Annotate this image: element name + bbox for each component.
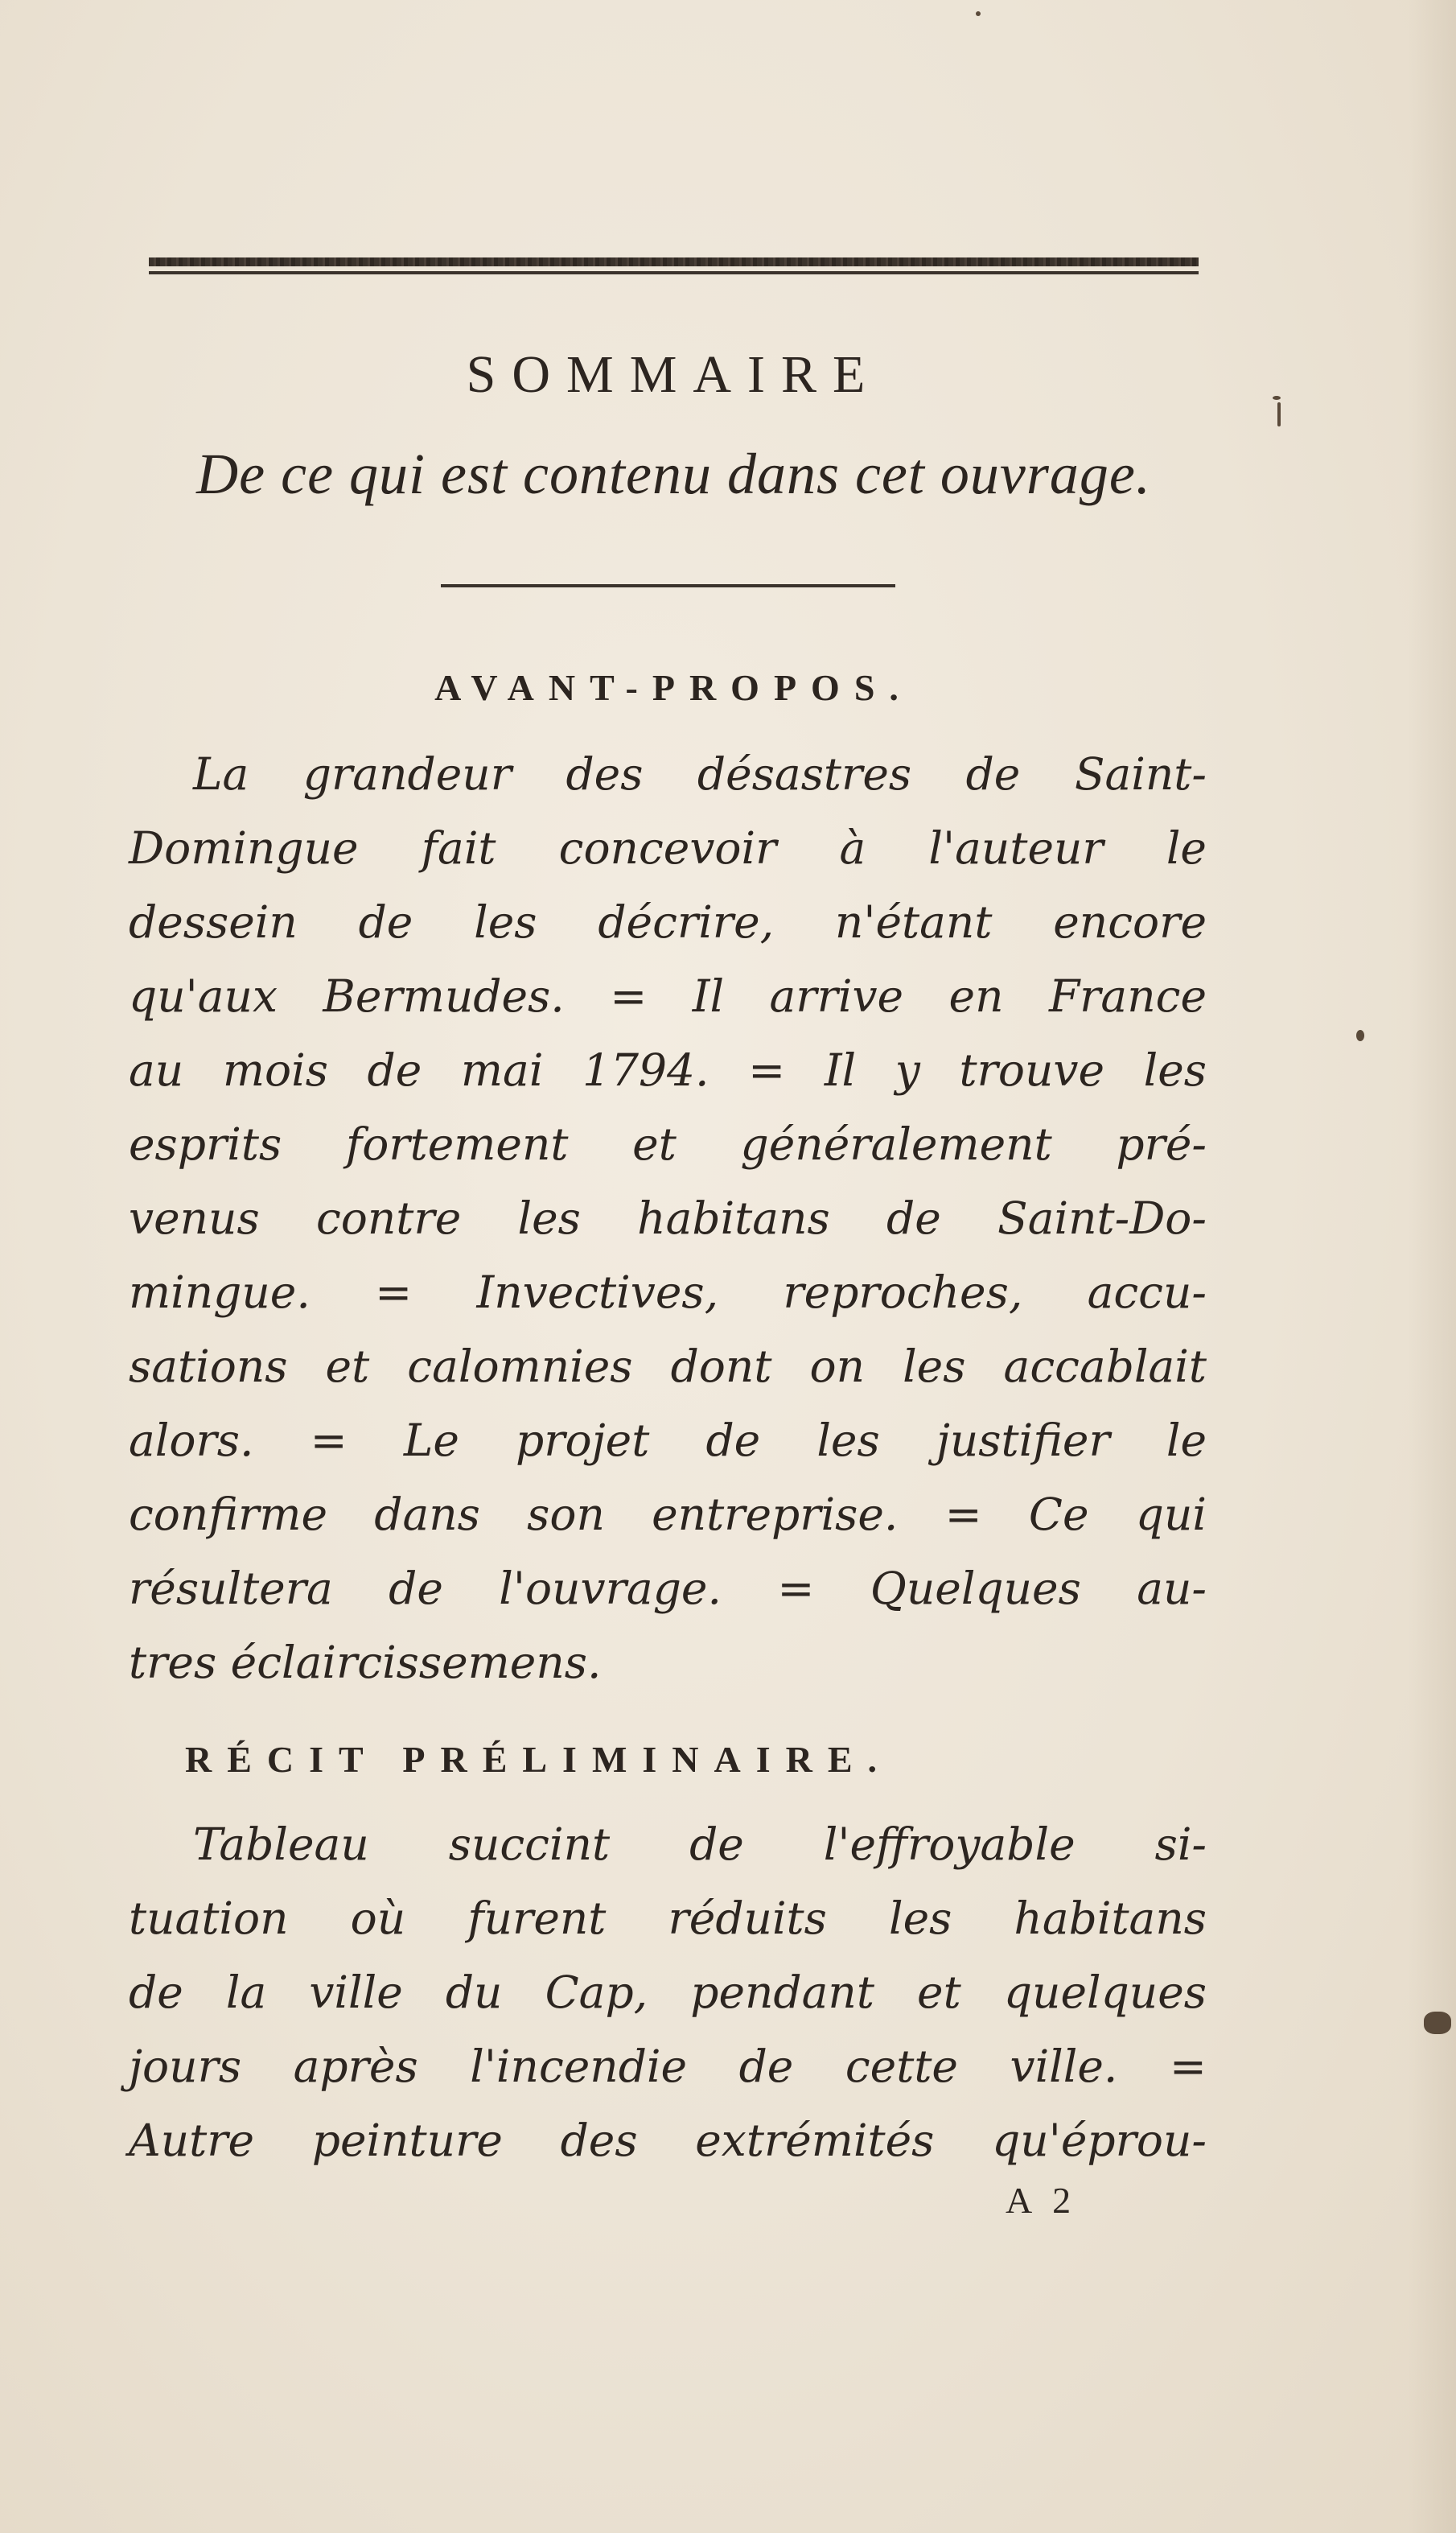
text-line: qu'aux Bermudes. = Il arrive en France (129, 970, 1207, 1022)
ink-speck (1424, 2012, 1451, 2034)
text-line: confirme dans son entreprise. = Ce qui (129, 1489, 1207, 1540)
page-signature-mark: A 2 (1006, 2180, 1078, 2221)
text-line: tres éclaircissemens. (129, 1637, 602, 1688)
page-title: SOMMAIRE (466, 345, 882, 404)
text-line: sations et calomnies dont on les accablait (129, 1341, 1207, 1392)
text-line: au mois de mai 1794. = Il y trouve les (129, 1044, 1207, 1096)
text-line: dessein de les décrire, n'étant encore (129, 896, 1207, 948)
ink-speck (1356, 1030, 1364, 1041)
text-line: esprits fortement et généralement pré- (129, 1118, 1207, 1170)
text-line: Autre peinture des extrémités qu'éprou- (129, 2115, 1207, 2166)
section-heading-avant-propos: AVANT-PROPOS. (434, 667, 913, 708)
text-line: Tableau succint de l'effroyable si- (193, 1818, 1207, 1870)
rule-thin-line (149, 271, 1199, 274)
ink-speck (1277, 402, 1281, 426)
text-line: La grandeur des désastres de Saint- (193, 748, 1207, 800)
text-line: de la ville du Cap, pendant et quelques (129, 1967, 1207, 2018)
ink-speck (976, 11, 981, 16)
top-double-rule (149, 257, 1199, 282)
section-heading-recit-preliminaire: RÉCIT PRÉLIMINAIRE. (185, 1739, 893, 1780)
text-line: jours après l'incendie de cette ville. = (129, 2041, 1207, 2092)
text-line: alors. = Le projet de les justifier le (129, 1415, 1207, 1466)
rule-thick-line (149, 257, 1199, 266)
text-line: Domingue fait concevoir à l'auteur le (129, 822, 1207, 874)
text-line: tuation où furent réduits les habitans (129, 1893, 1207, 1944)
short-divider-rule (441, 584, 895, 587)
text-line: venus contre les habitans de Saint-Do- (129, 1192, 1207, 1244)
text-line: mingue. = Invectives, reproches, accu- (129, 1266, 1207, 1318)
ink-speck (1273, 396, 1281, 400)
page-edge-shadow (1408, 0, 1456, 2533)
page-subtitle: De ce qui est contenu dans cet ouvrage. (196, 442, 1151, 506)
text-line: résultera de l'ouvrage. = Quelques au- (129, 1563, 1207, 1614)
